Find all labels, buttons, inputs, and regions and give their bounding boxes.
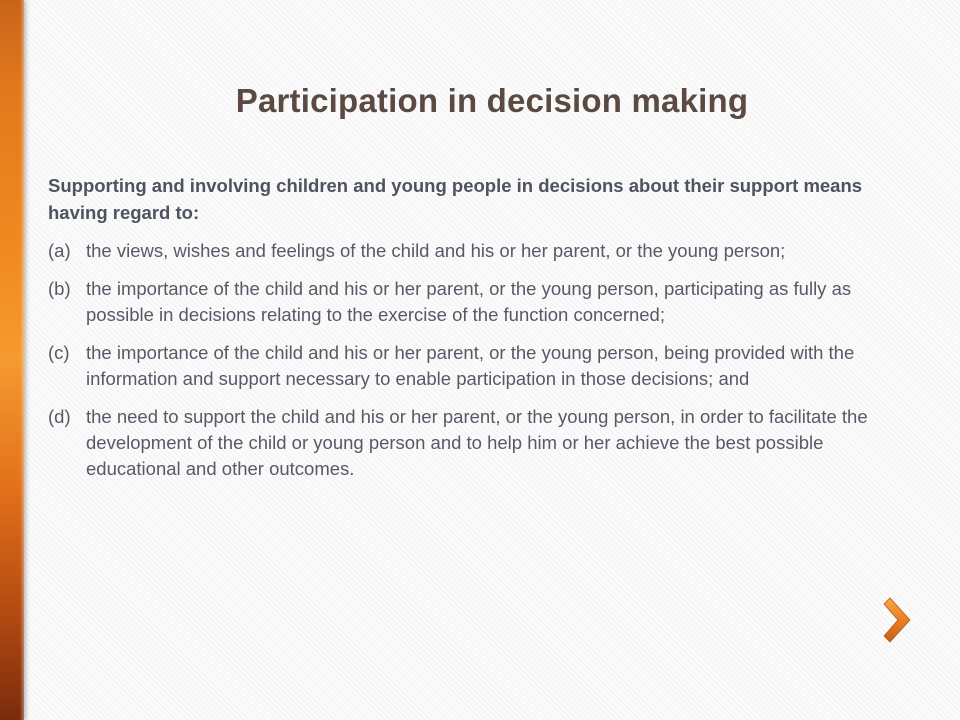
list-item-label: (b) (48, 278, 71, 299)
chevron-right-icon[interactable] (880, 594, 920, 646)
list-item-d (48, 404, 908, 482)
slide-body (48, 172, 908, 494)
intro-text: Supporting and involving children and young people in decisions about their support means having regard to: (48, 175, 863, 223)
list-item-text: the importance of the child and his or her parent, or the young person, participating as fully as possible in decisions relating to the exercise of the function concerned; (86, 278, 852, 325)
list-item-label: (d) (48, 406, 71, 427)
accent-side-bar (0, 0, 24, 720)
list-item-label: (a) (48, 240, 71, 261)
list-item-b (48, 276, 908, 328)
list-item-text: the views, wishes and feelings of the child and his or her parent, or the young person; (86, 240, 786, 261)
list-item-text: the importance of the child and his or her parent, or the young person, being provided with the information and support necessary to enable participation in those decisions; and (86, 342, 855, 389)
list-item-a (48, 238, 908, 264)
list-item-label: (c) (48, 342, 70, 363)
list-item-text: the need to support the child and his or her parent, or the young person, in order to facilitate the development of the child or young person and to help him or her achieve the best possible educational and other outcomes. (86, 406, 868, 479)
slide-title: Participation in decision making (235, 82, 749, 119)
list-item-c (48, 340, 908, 392)
